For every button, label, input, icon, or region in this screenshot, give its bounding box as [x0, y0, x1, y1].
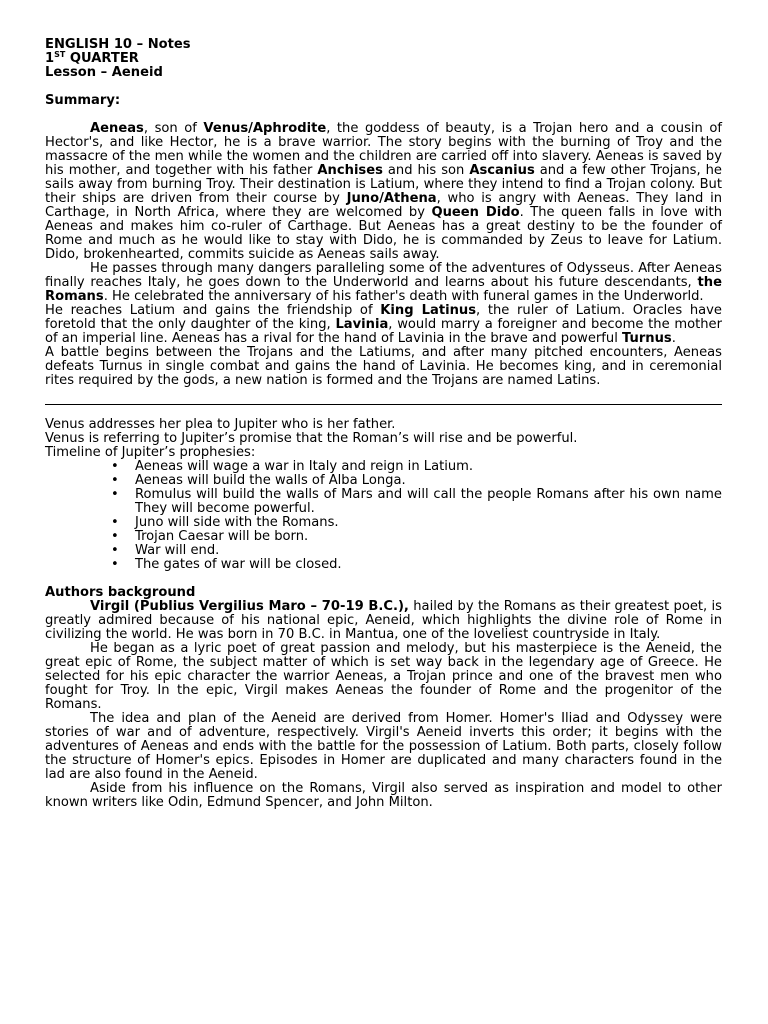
text-run: , who is angry with Aeneas. They land in Carthage, in North Africa, where they are welcomed by — [45, 191, 723, 220]
list-item — [111, 543, 722, 558]
bold-text: Anchises — [317, 163, 383, 178]
text-run: Aside from his influence on the Romans, Virgil also served as inspiration and model to other known writers like Odin, Edmund Spencer, and John Milton. — [45, 781, 722, 810]
list-item — [111, 487, 722, 516]
spacer — [45, 108, 722, 122]
section-divider — [45, 404, 722, 405]
document-header — [45, 38, 722, 80]
quarter-word: QUARTER — [65, 51, 139, 66]
list-item-text: War will end. — [135, 543, 220, 558]
bold-text: Aeneas — [90, 121, 144, 136]
list-item-text: The gates of war will be closed. — [135, 557, 342, 572]
authors-heading: Authors background — [45, 585, 196, 600]
list-item — [111, 459, 722, 474]
authors-paragraph — [45, 712, 722, 782]
text-run: A battle begins between the Trojans and the Latiums, and after many pitched encounters, Aeneas defeats Turnus in single combat and gains the hand of Lavinia. He becomes king, and in ceremonial rites required by the gods, a new nation is formed and the Trojans are named Latins. — [45, 345, 722, 388]
authors-paragraph — [45, 782, 722, 810]
lesson-title: Lesson – Aeneid — [45, 65, 163, 80]
text-run: and his son — [382, 163, 470, 178]
quarter-ordinal: ST — [54, 50, 66, 59]
summary-paragraph — [45, 122, 722, 262]
text-run: . The queen falls in love with Aeneas and makes him co-ruler of Carthage. But Aeneas has a great destiny to be the founder of Rome and much as he would like to stay with Dido, he is commanded by Zeus to leave for Latium. Dido, brokenhearted, commits suicide as Aeneas sails away. — [45, 205, 722, 262]
list-item-text: Juno will side with the Romans. — [135, 515, 339, 530]
bold-text: Virgil (Publius Vergilius Maro – 70-19 B.C.), — [90, 599, 409, 614]
bullet-icon: • — [111, 487, 119, 502]
summary-paragraph — [45, 262, 722, 304]
bold-text: Juno/Athena — [346, 191, 437, 206]
text-run: , would marry a foreigner and become the mother of an imperial line. Aeneas has a rival for the hand of Lavinia in the brave and powerful — [45, 317, 722, 346]
course-title: ENGLISH 10 – Notes — [45, 37, 191, 52]
bullet-icon: • — [111, 529, 119, 544]
list-item — [111, 529, 722, 544]
jupiter-line: Venus addresses her plea to Jupiter who is her father. — [45, 417, 396, 432]
authors-paragraph — [45, 642, 722, 712]
text-run: The idea and plan of the Aeneid are derived from Homer. Homer's Iliad and Odyssey were stories of war and of adventure, respectively. Virgil's Aeneid inverts this order; it begins with the adventures of Aeneas and ends with the battle for the possession of Latium. Both parts, closely follow the structure of Homer's epics. Episodes in Homer are duplicated and many characters found in the lad are also found in the Aeneid. — [45, 711, 722, 782]
bold-text: the Romans — [45, 275, 722, 304]
list-item — [111, 473, 722, 488]
text-run: He began as a lyric poet of great passion and melody, but his masterpiece is the Aeneid, the great epic of Rome, the subject matter of which is set way back in the legendary age of Greece. He selected for his epic character the warrior Aeneas, a Trojan prince and one of the bravest men who fought for Troy. In the epic, Virgil makes Aeneas the founder of Rome and the progenitor of the Romans. — [45, 641, 722, 712]
bold-text: King Latinus — [380, 303, 477, 318]
text-run: . — [671, 331, 676, 346]
quarter-line — [45, 52, 722, 66]
text-run: hailed by the Romans as their greatest poet, is greatly admired because of his national epic, Aeneid, which highlights the divine role of Rome in civilizing the world. He was born in 70 B.C. in Mantua, one of the loveliest countryside in Italy. — [45, 599, 722, 642]
spacer — [45, 572, 722, 586]
summary-heading: Summary: — [45, 93, 121, 108]
list-item-text: Trojan Caesar will be born. — [135, 529, 309, 544]
list-item-text: Aeneas will wage a war in Italy and reign in Latium. — [135, 459, 474, 474]
bullet-icon: • — [111, 515, 119, 530]
summary-paragraph — [45, 304, 722, 346]
authors-paragraph — [45, 600, 722, 642]
prophecy-list — [45, 460, 722, 572]
jupiter-line: Venus is referring to Jupiter’s promise that the Roman’s will rise and be powerful. — [45, 431, 578, 446]
text-run: He reaches Latium and gains the friendship of — [45, 303, 381, 318]
list-item-text: Aeneas will build the walls of Alba Longa. — [135, 473, 406, 488]
text-run: and a few other Trojans, he sails away from burning Troy. Their destination is Latium, where they intend to find a Trojan colony. But their ships are driven from their course by — [45, 163, 722, 206]
bold-text: Venus/Aphrodite — [203, 121, 327, 136]
text-run: He passes through many dangers paralleling some of the adventures of Odysseus. After Aeneas finally reaches Italy, he goes down to the Underworld and learns about his future descendants, — [45, 261, 722, 290]
quarter-number: 1 — [45, 51, 55, 66]
bullet-icon: • — [111, 543, 119, 558]
summary-paragraph — [45, 346, 722, 388]
bold-text: Lavinia — [335, 317, 389, 332]
bullet-icon: • — [111, 459, 119, 474]
bold-text: Turnus — [622, 331, 672, 346]
spacer — [45, 80, 722, 94]
list-item-text: Romulus will build the walls of Mars and will call the people Romans after his own name They will become powerful. — [135, 487, 722, 516]
text-run: . He celebrated the anniversary of his father's death with funeral games in the Underworld. — [103, 289, 704, 304]
text-run: , the ruler of Latium. Oracles have foretold that the only daughter of the king, — [45, 303, 722, 332]
text-run: , son of — [143, 121, 204, 136]
bullet-icon: • — [111, 557, 119, 572]
timeline-heading: Timeline of Jupiter’s prophesies: — [45, 445, 256, 460]
text-run: , the goddess of beauty, is a Trojan hero and a cousin of Hector's, and like Hector, he is a brave warrior. The story begins with the burning of Troy and the massacre of the men while the women and the children are carried off into slavery. Aeneas is saved by his mother, and together with his father — [45, 121, 722, 178]
bold-text: Ascanius — [469, 163, 535, 178]
bullet-icon: • — [111, 473, 119, 488]
list-item — [111, 557, 722, 572]
bold-text: Queen Dido — [431, 205, 520, 220]
list-item — [111, 515, 722, 530]
